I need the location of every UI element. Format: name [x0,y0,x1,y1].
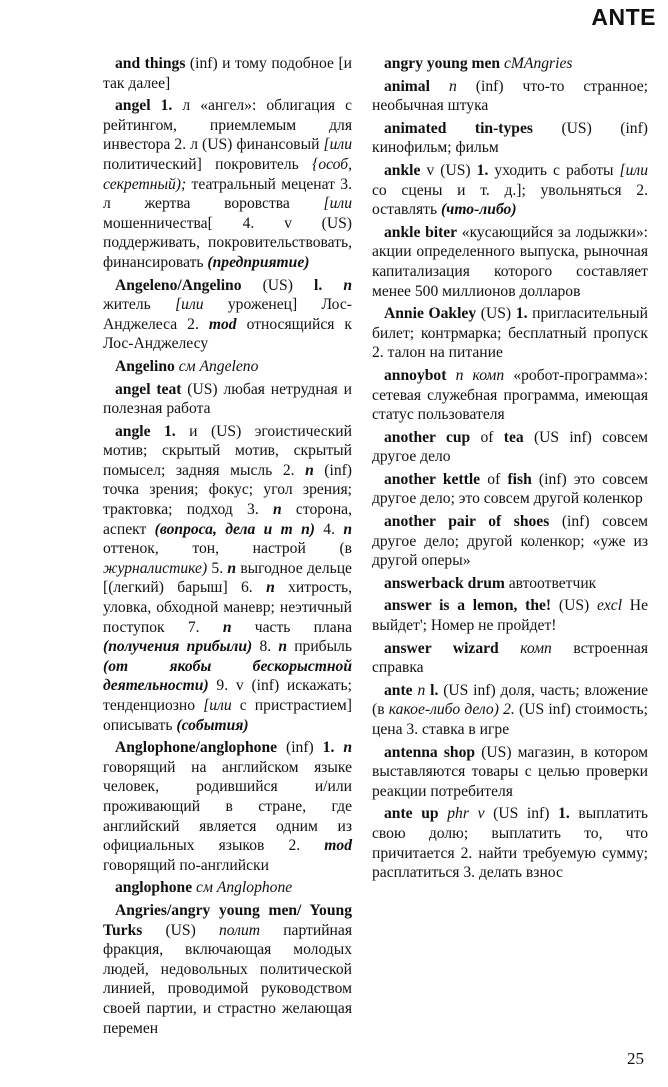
dictionary-entry [372,161,648,220]
dictionary-entry [103,738,352,875]
dictionary-entry [103,96,352,272]
entry-headword: and things [115,55,186,72]
entry-label: n [448,77,457,95]
entry-label: [или [323,195,352,213]
entry-label: n [272,501,282,519]
dictionary-entry [103,380,352,419]
entry-definition: оттенок, тон, настрой (в [103,540,352,558]
entry-definition: (US) [241,276,314,294]
entry-label: n [222,618,232,636]
entry-definition: of [470,428,504,446]
entry-definition: автоответчик [504,574,597,592]
entry-definition: уроженец] Лос-Анджелеса 2. [103,296,352,333]
entry-label: комп [520,639,552,657]
dictionary-entry [372,223,648,301]
entry-label: n [305,461,314,479]
entry-definition: встроенная справка [372,639,649,677]
entry-label: n [343,739,352,757]
entry-headword: ante up [384,805,439,823]
dictionary-entry [103,54,352,93]
entry-headword: animated tin-types [384,119,533,137]
entry-headword: annoybot [384,366,447,384]
entry-definition: 9. v (inf) искажать; тенденциозно [103,677,352,714]
dictionary-entry [372,366,648,425]
entry-definition: партийная фракция, включающая молодых людей, недовольных политической линией, проводимой руководством своей партии, и страстно желающая перемен [103,921,352,1037]
entry-definition: (inf) это совсем другое дело; это совсем другой коленкор [372,470,648,508]
entry-headword: ankle biter [384,223,458,241]
entry-headword: Annie Oakley [384,305,477,323]
entry-definition: л «ангел»: облигация с рейтингом, приемлемым для инвестора 2. л (US) финансовый [103,97,353,154]
dictionary-entry [372,428,648,467]
entry-label: (что-либо) [440,201,517,219]
entry-definition [446,367,455,384]
entry-label: n [417,681,426,699]
entry-label: excl [596,597,623,615]
entry-label: n [266,579,275,597]
entry-definition: прибыль [287,638,352,656]
dictionary-entry [103,276,352,354]
dictionary-entry [372,54,648,74]
entry-definition: относящийся к Лос-Анджелесу [103,315,352,353]
entry-definition: мошенничества[ 4. v (US) поддерживать, покровительствовать, финансировать [103,214,352,271]
entry-definition: (US) (inf) кинофильм; фильм [372,119,648,157]
entry-bold-text: l. [313,276,323,294]
entry-bold-text: tea [503,428,524,446]
dictionary-entry [103,901,352,1038]
dictionary-entry [372,77,648,116]
entry-definition: «робот-программа»: сетевая служебная программа, имеющая статус пользователя [372,366,648,424]
entry-definition: житель [103,296,176,314]
entry-label: n [343,276,352,294]
entry-definition: со сцены и т. д.]; увольняться 2. оставлять [372,181,648,219]
entry-label: журналистике) [103,559,208,577]
entry-definition: (inf) [277,739,323,757]
entry-label: phr v [447,805,485,823]
entry-headword: answerback drum [384,574,505,592]
entry-bold-text: 1. [322,739,335,757]
entry-label: [или [175,296,204,314]
entry-definition: говорящий на английском языке человек, родившийся и/или проживающий в стране, где английский является одним из официальных языков 2. [103,758,352,855]
entry-label: {особ, секретный); [103,155,352,193]
entry-headword: animal [384,77,430,95]
entry-definition: (US) магазин, в котором выставляются товары с целью проверки реакции потребителя [372,743,648,800]
entry-bold-text: 1. [558,805,570,823]
dictionary-entry [372,470,648,509]
dictionary-entry [372,119,648,158]
entry-label: mod [324,837,352,855]
entry-definition: с пристрастием] описывать [103,697,352,734]
entry-label: mod [208,315,237,333]
entry-label: n [227,559,237,577]
entry-definition: политический] покровитель [103,155,313,173]
entry-definition: выплатить свою долю; выплатить то, что причитается 2. найти требуемую сумму; расплатиться 3. делать взнос [372,805,649,882]
entry-definition: (US inf) стоимость; цена 3. ставка в игре [372,701,648,738]
entry-headword: another cup [384,428,471,446]
entry-definition: (US) [142,921,219,939]
entry-definition: сторона, аспект [103,501,352,538]
dictionary-entry [372,304,648,363]
entry-label: (вопроса, дела и т п) [154,520,315,538]
dictionary-entry [372,681,648,740]
entry-definition: (inf) точка зрения; фокус; угол зрения; трактовка; подход 3. [103,461,352,519]
dictionary-entry [372,596,648,635]
entry-headword: Angelino [115,357,175,375]
dictionary-entry [103,422,352,736]
entry-definition: of [480,470,508,488]
entry-label: n [278,638,288,656]
entry-label: (от якобы бескорыстной деятельности) [103,657,352,695]
entry-label: [или [203,697,232,714]
entry-bold-text: 1. [515,305,528,323]
dictionary-entry [372,639,648,678]
entry-definition: говорящий по-английски [103,856,269,874]
entry-definition: (US) [476,305,516,323]
entry-definition: Не выйдет'; Номер не пройдет! [372,597,648,635]
entry-definition: выгодное дельце [(легкий) барыш] 6. [103,559,352,597]
entry-definition: (US inf) совсем другое дело [372,428,649,466]
entry-definition [334,739,343,756]
entry-definition: 5. [207,559,228,577]
entry-headword: antenna shop [384,743,476,761]
entry-headword: answer is a lemon, the! [384,597,552,615]
entry-headword: angel [115,97,151,115]
entry-definition: уходить с работы [488,161,620,179]
left-column [103,54,352,1041]
entry-definition: театральный меценат 3. л жертва воровства [103,175,352,213]
entry-label: n комп [455,366,505,384]
entry-definition [430,78,449,95]
entry-definition: (inf) совсем другое дело; другой коленкор; «уже из другой оперы» [372,513,648,570]
entry-label: (предприятие) [207,253,310,271]
entry-definition: (US inf) доля, часть; вложение (в [372,681,649,719]
entry-definition: пригласительный билет; контрмарка; бесплатный пропуск 2. талон на питание [372,305,648,362]
entry-definition [151,97,161,114]
running-head: ANTE [591,4,656,30]
dictionary-entry [103,357,352,377]
entry-definition: (US) [551,597,597,615]
entry-definition: 8. [252,638,279,656]
entry-label: см Angeleno [178,357,259,375]
entry-label: 2. [503,701,515,719]
entry-definition [322,277,343,294]
entry-bold-text: 1. [160,97,173,115]
entry-definition [439,805,448,822]
entry-label: полит [218,921,261,939]
entry-definition: v (US) [420,161,477,179]
entry-headword: angle 1. [115,422,176,440]
entry-bold-text: fish [507,470,532,488]
entry-label: [или [619,161,649,179]
entry-definition: часть плана [231,618,352,636]
right-column [372,54,648,886]
entry-bold-text: 1. [476,161,489,179]
entry-headword: another pair of shoes [384,513,550,531]
entry-label: (события) [176,716,249,734]
page-number: 25 [627,1049,644,1068]
entry-headword: ante [384,681,413,699]
entry-definition: (US) любая нетрудная и полезная работа [103,380,352,418]
entry-headword: Angries/angry young men/ Young Turks [103,901,352,939]
entry-definition: и (US) эгоистический мотив; скрытый мотив, скрытый помысел; задняя мысль 2. [103,422,352,479]
dictionary-entry [103,878,352,898]
entry-definition: (inf) и тому подобное [и так далее] [103,55,352,92]
entry-headword: answer wizard [384,639,499,657]
entry-label: n [343,520,353,538]
entry-headword: Angeleno/Angelino [115,276,242,294]
entry-headword: Anglophone/anglophone [115,739,278,757]
entry-bold-text: l. [430,681,439,699]
entry-definition: (inf) что-то странное; необычная штука [372,77,649,115]
entry-headword: another kettle [384,470,481,488]
entry-label: [или [323,136,352,154]
entry-headword: anglophone [115,879,193,897]
entry-headword: angry young men [384,55,501,72]
entry-definition [499,640,520,657]
entry-label: cMAngries [504,55,573,72]
entry-definition: (US inf) [484,805,559,823]
entry-label: см Anglophone [196,879,293,897]
entry-definition: 4. [314,520,344,538]
entry-label: какое-либо дело) [388,701,499,719]
dictionary-entry [372,743,648,802]
entry-label: (получения прибыли) [103,638,253,656]
dictionary-entry [372,574,648,594]
entry-definition: хитрость, уловка, обходной маневр; неэтичный поступок 7. [103,579,352,636]
entry-headword: ankle [384,161,421,179]
dictionary-entry [372,804,648,882]
dictionary-entry [372,512,648,571]
entry-headword: angel teat [115,380,182,398]
entry-definition: «кусающийся за лодыжки»: акции определенного выпуска, рыночная капитализация которого составляет менее 500 миллионов долларов [372,223,648,300]
